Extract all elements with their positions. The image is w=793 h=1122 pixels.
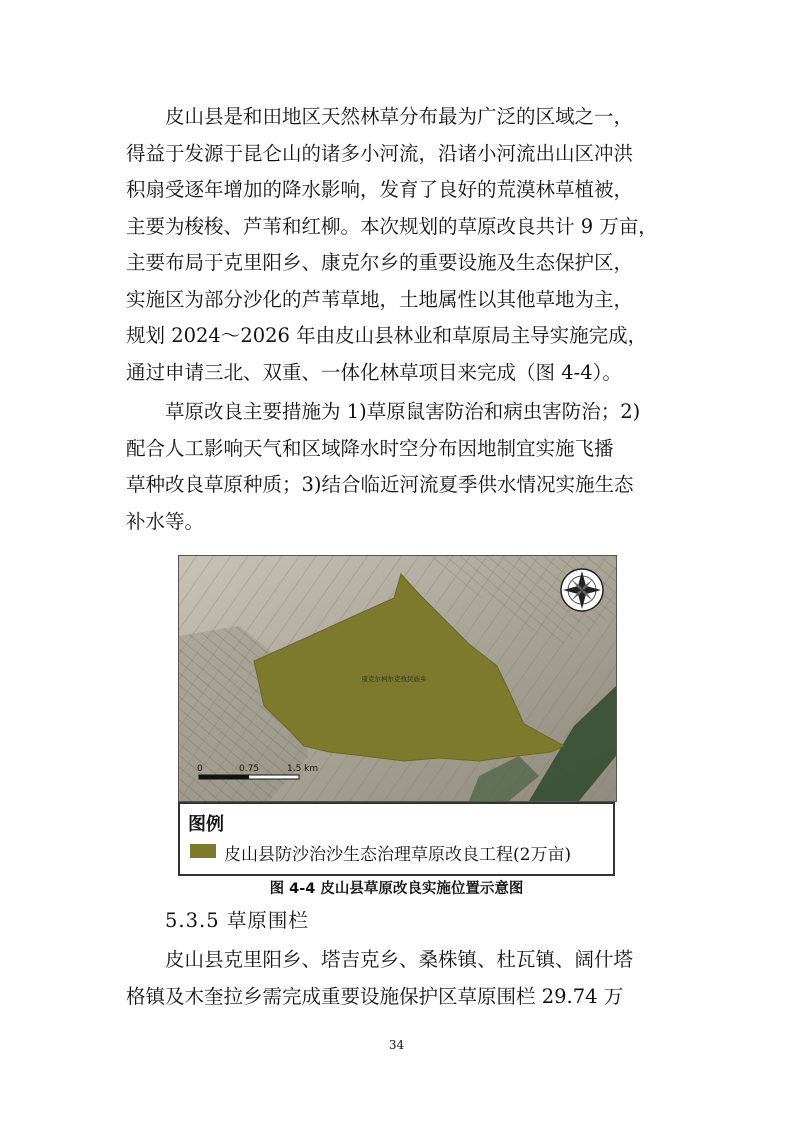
text-line: 得益于发源于昆仑山的诸多小河流，沿诸小河流出山区冲洪 <box>126 141 634 165</box>
text-line: 实施区为部分沙化的芦苇草地，土地属性以其他草地为主， <box>126 287 634 311</box>
text-line: 补水等。 <box>126 509 205 533</box>
map-legend <box>178 802 615 876</box>
text-line: 积扇受逐年增加的降水影响，发育了良好的荒漠林草植被， <box>126 178 634 201</box>
location-map <box>178 555 617 802</box>
text-line: 皮山县是和田地区天然林草分布最为广泛的区域之一， <box>126 105 634 128</box>
legend-swatch <box>190 844 216 858</box>
scale-tick-1: 0.75 <box>239 764 260 774</box>
text-line: 通过申请三北、双重、一体化林草项目来完成（图 4-4）。 <box>126 360 622 384</box>
text-line: 主要为梭梭、芦苇和红柳。本次规划的草原改良共计 9 万亩， <box>126 214 658 238</box>
compass-rose-icon <box>561 569 603 611</box>
legend-title: 图例 <box>188 814 224 835</box>
scale-tick-2: 1.5 km <box>287 764 319 774</box>
text-line: 格镇及木奎拉乡需完成重要设施保护区草原围栏 29.74 万 <box>126 984 624 1008</box>
page-number: 34 <box>388 1038 405 1052</box>
paragraph-fencing <box>126 942 686 1015</box>
scale-tick-0: 0 <box>197 764 203 774</box>
text-line: 皮山县克里阳乡、塔吉克乡、桑株镇、杜瓦镇、阔什塔 <box>126 948 634 971</box>
map-graphic <box>179 556 616 801</box>
paragraph-measures <box>126 394 686 540</box>
figure-4-4 <box>178 555 615 873</box>
legend-item-label: 皮山县防沙治沙生态治理草原改良工程(2万亩) <box>224 845 572 865</box>
text-line: 规划 2024～2026 年由皮山县林业和草原局主导实施完成， <box>126 324 648 347</box>
map-area-label: 康克尔柯尔克孜民族乡 <box>361 675 427 683</box>
text-line: 主要布局于克里阳乡、康克尔乡的重要设施及生态保护区， <box>126 251 634 274</box>
section-heading: 5.3.5 草原围栏 <box>165 909 309 932</box>
text-line: 草种改良草原种质；3)结合临近河流夏季供水情况实施生态 <box>126 473 634 496</box>
text-line: 配合人工影响天气和区域降水时空分布因地制宜实施飞播 <box>126 436 614 460</box>
text-line: 草原改良主要措施为 1)草原鼠害防治和病虫害防治；2) <box>126 400 641 423</box>
paragraph-intro <box>126 99 686 391</box>
figure-caption: 图 4-4 皮山县草原改良实施位置示意图 <box>269 881 524 897</box>
